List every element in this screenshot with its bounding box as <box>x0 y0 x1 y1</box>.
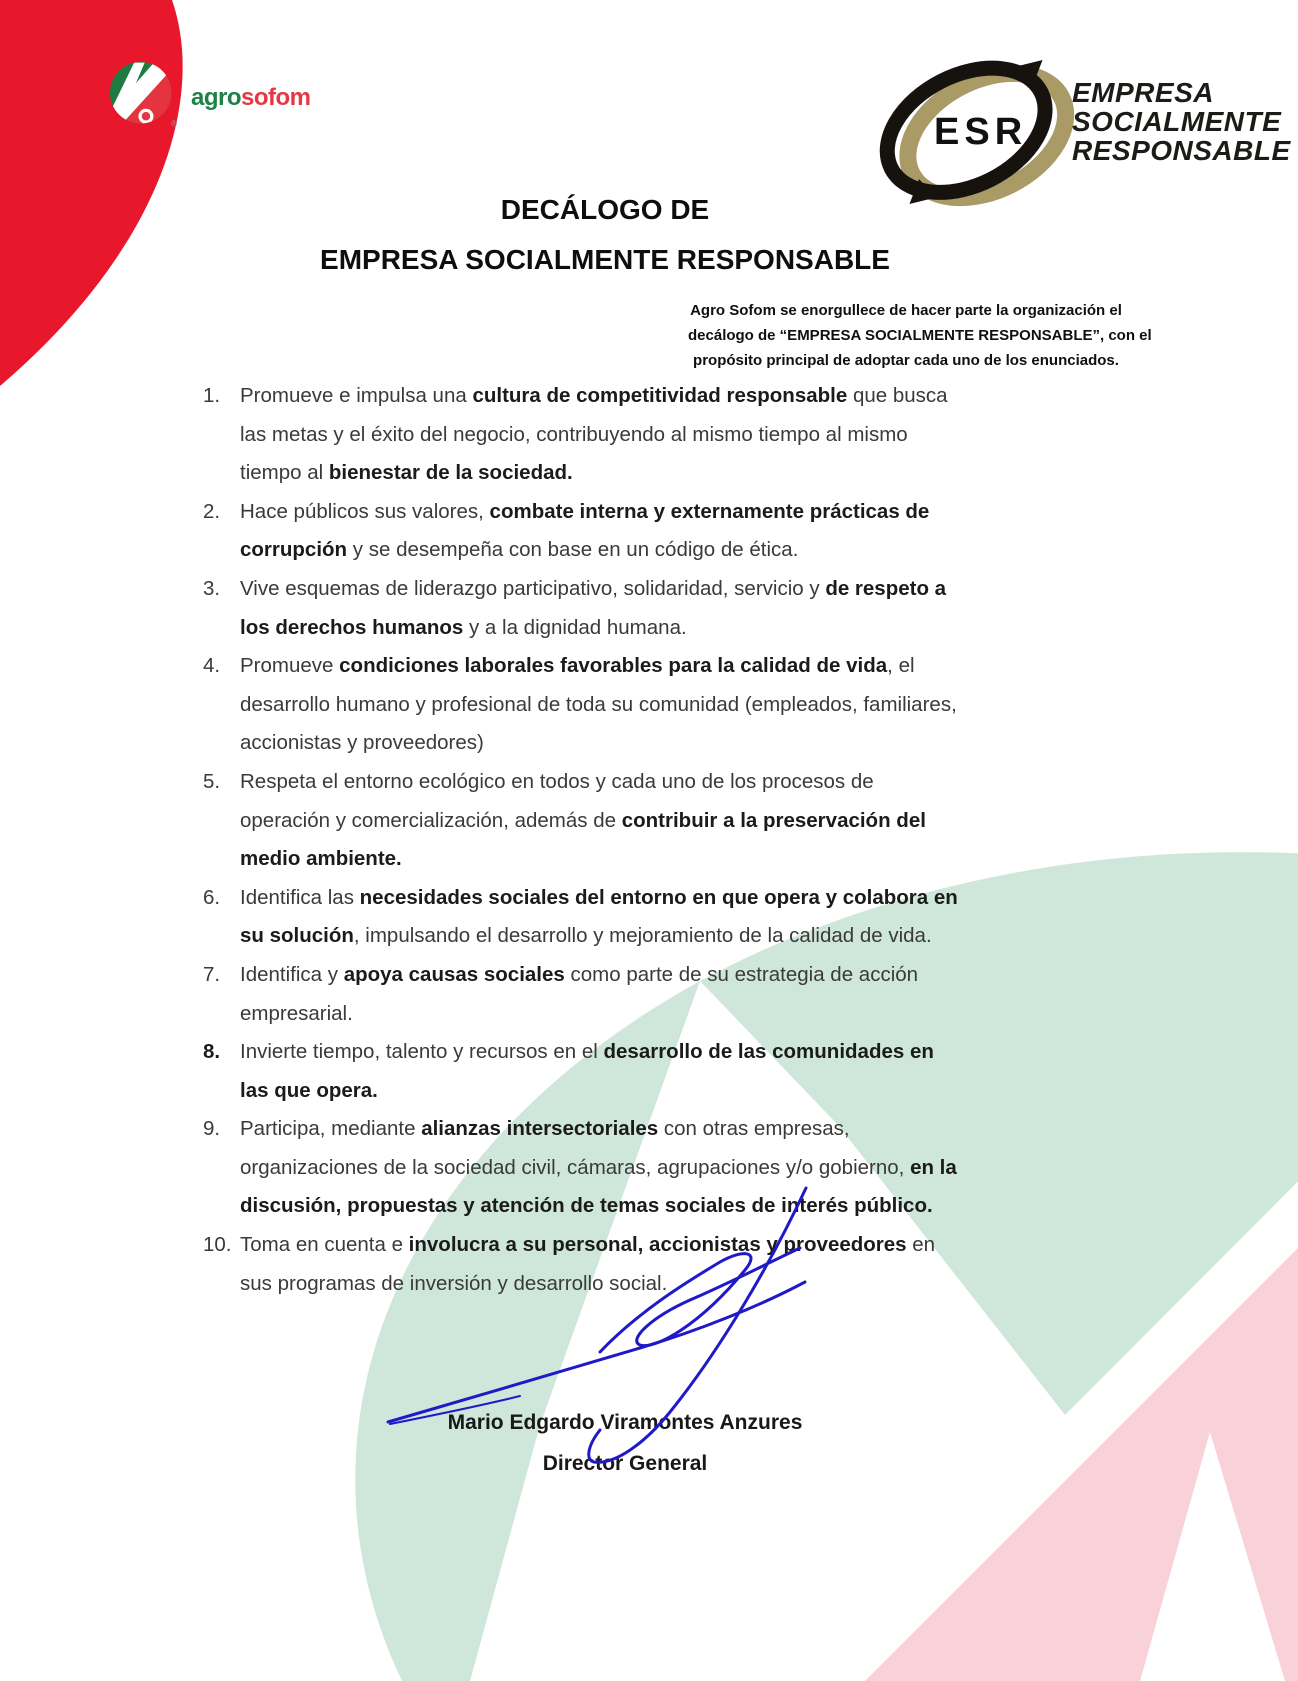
item-text: Toma en cuenta e involucra a su personal, accionistas y proveedores en sus programas de inversión y desarrollo social. <box>240 1233 936 1295</box>
item-text: Promueve e impulsa una cultura de competitividad responsable que busca las metas y el éxito del negocio, contribuyendo al mismo tiempo al mismo tiempo al bienestar de la sociedad. <box>240 384 948 485</box>
decalogo-item <box>203 763 1071 879</box>
intro-line: Agro Sofom se enorgullece de hacer parte la organización el <box>690 302 1122 319</box>
intro-line: propósito principal de adoptar cada uno de los enunciados. <box>693 352 1119 369</box>
brand-wordmark <box>191 84 311 112</box>
item-number: 4. <box>203 654 221 678</box>
esr-wordmark-line: RESPONSABLE <box>1072 135 1291 166</box>
brand-sofom: sofom <box>241 84 311 111</box>
item-text: Respeta el entorno ecológico en todos y cada uno de los procesos de operación y comercialización, además de contribuir a la preservación del medio ambiente. <box>240 769 926 871</box>
esr-wordmark <box>1072 78 1291 165</box>
item-text: Participa, mediante alianzas intersectoriales con otras empresas, organizaciones de la sociedad civil, cámaras, agrupaciones y/o gobierno, en la discusión, propuestas y atención de temas sociales de interés público. <box>240 1117 957 1218</box>
item-number: 1. <box>203 384 221 407</box>
item-number: 10. <box>203 1233 232 1257</box>
agrosofom-logo-icon <box>108 60 180 132</box>
decalogo-list <box>203 377 1071 1303</box>
title-line-1: DECÁLOGO DE <box>500 194 710 225</box>
esr-wordmark-line: SOCIALMENTE <box>1072 106 1282 137</box>
item-text: Identifica las necesidades sociales del entorno en que opera y colabora en su solución, impulsando el desarrollo y mejoramiento de la calidad de vida. <box>240 885 958 948</box>
signature-scrawl <box>370 1168 840 1488</box>
decalogo-item <box>203 879 1071 956</box>
esr-acronym: ESR <box>934 111 1028 153</box>
brand-agro: agro <box>191 84 242 111</box>
esr-wordmark-line: EMPRESA <box>1072 77 1214 108</box>
item-number: 7. <box>203 962 221 986</box>
item-text: Promueve condiciones laborales favorables para la calidad de vida, el desarrollo humano y profesional de toda su comunidad (empleados, familiares, accionistas y proveedores) <box>240 654 957 755</box>
item-number: 9. <box>203 1117 221 1141</box>
decalogo-item <box>203 493 1071 570</box>
item-number: 3. <box>203 576 221 600</box>
decalogo-item <box>203 1033 1071 1110</box>
decalogo-item <box>203 377 1071 493</box>
item-number: 6. <box>203 885 221 909</box>
intro-paragraph <box>688 298 1152 373</box>
registered-mark: ® <box>170 118 178 129</box>
item-text: Identifica y apoya causas sociales como parte de su estrategia de acción empresarial. <box>240 962 919 1025</box>
item-text: Invierte tiempo, talento y recursos en el desarrollo de las comunidades en las que opera. <box>240 1040 934 1102</box>
item-text: Hace públicos sus valores, combate interna y externamente prácticas de corrupción y se desempeña con base en un código de ética. <box>240 499 930 562</box>
item-number: 2. <box>203 499 221 523</box>
page-title <box>95 193 1115 277</box>
decalogo-item <box>203 647 1071 763</box>
signer-name: Mario Edgardo Viramontes Anzures <box>447 1411 803 1434</box>
item-text: Vive esquemas de liderazgo participativo, solidaridad, servicio y de respeto a los derechos humanos y a la dignidad humana. <box>240 576 947 639</box>
item-number: 8. <box>203 1040 221 1064</box>
signer-role: Director General <box>542 1452 708 1475</box>
decalogo-item <box>203 570 1071 647</box>
decalogo-item <box>203 956 1071 1033</box>
intro-line: decálogo de “EMPRESA SOCIALMENTE RESPONSABLE”, con el <box>688 327 1152 344</box>
item-number: 5. <box>203 769 221 793</box>
title-line-2: EMPRESA SOCIALMENTE RESPONSABLE <box>320 244 890 275</box>
